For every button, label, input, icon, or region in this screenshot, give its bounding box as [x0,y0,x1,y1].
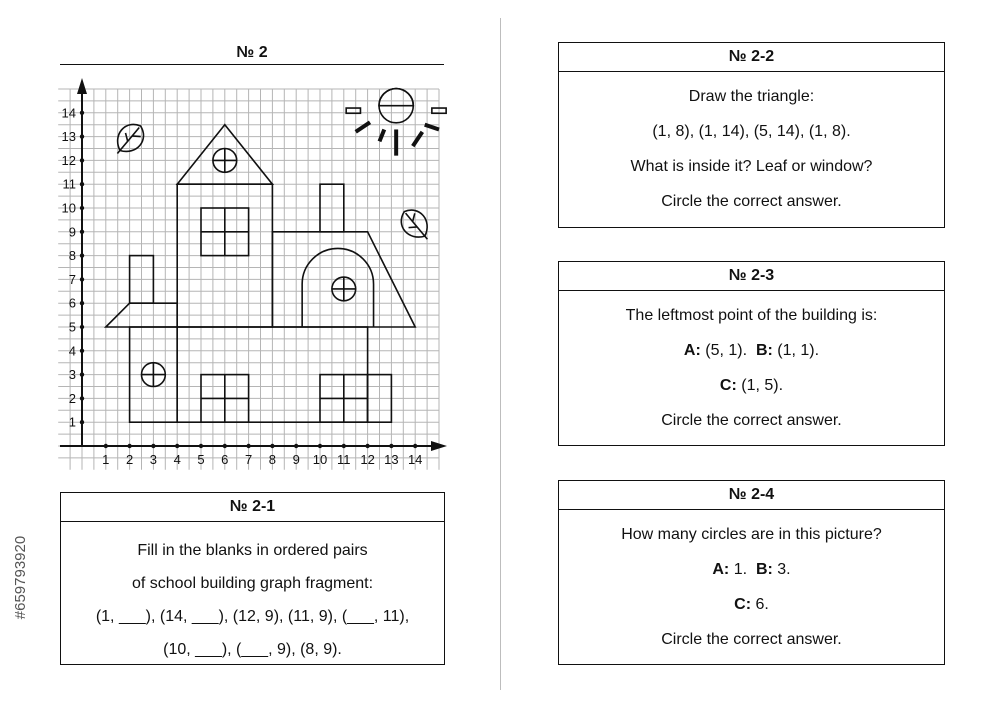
stock-id-watermark [12,466,32,691]
x-tick-label: 2 [125,452,134,467]
sun-ray [413,132,423,146]
option-a-value: (5, 1). [705,342,748,359]
task-2-1-body [61,522,444,666]
x-tick-dot [294,444,298,448]
y-tick-dot [80,420,84,424]
x-tick-label: 10 [312,452,328,467]
task-2-1-box [60,492,445,665]
x-tick-label: 9 [292,452,300,467]
x-tick-label: 12 [360,452,375,467]
x-tick-dot [199,444,203,448]
task-2-3-instruction: Circle the correct answer. [661,412,842,429]
y-tick-dot [80,230,84,234]
task-2-3-box [558,261,945,446]
option-c-label: C: [719,377,737,394]
x-tick-label: 8 [268,452,277,467]
title-underline [60,64,444,65]
y-tick-label: 7 [68,271,76,287]
task-2-4-body [559,510,944,657]
x-tick-label: 13 [384,452,399,467]
task-2-4-title: № 2-4 [559,481,944,510]
x-tick-dot [270,444,274,448]
task-2-4-option-c [559,587,944,622]
y-tick-dot [80,111,84,115]
y-tick-dot [80,253,84,257]
task-2-2-line-1: Draw the triangle: [688,88,815,105]
y-tick-label: 5 [68,319,76,335]
y-tick-label: 10 [61,200,76,216]
x-tick-label: 5 [197,452,205,467]
task-2-1-line-1: Fill in the blanks in ordered pairs [137,542,368,559]
sun-ray [346,108,360,113]
option-c-value: (1, 5). [741,377,784,394]
x-tick-label: 7 [244,452,253,467]
x-tick-label: 14 [407,452,423,467]
y-tick-label: 4 [68,343,76,359]
task-2-1-line-4: (10, ___), (___, 9), (8, 9). [163,641,342,658]
sun-icon [379,89,413,106]
x-tick-dot [127,444,131,448]
option-c-label: C: [734,596,752,613]
y-tick-label: 3 [68,367,76,383]
y-tick-dot [80,301,84,305]
y-tick-label: 2 [68,390,76,406]
task-2-1-title: № 2-1 [61,493,444,522]
y-tick-label: 6 [68,295,76,311]
y-tick-dot [80,396,84,400]
x-tick-label: 4 [173,452,181,467]
option-b-label: B: [755,561,773,578]
x-tick-dot [365,444,369,448]
y-tick-dot [80,134,84,138]
y-tick-dot [80,277,84,281]
leaf-icon [395,204,437,247]
y-tick-dot [80,349,84,353]
task-2-3-body [559,291,944,438]
x-tick-label: 6 [221,452,229,467]
x-tick-dot [342,444,346,448]
task-2-1-line-3: (1, ___), (14, ___), (12, 9), (11, 9), (___, 11), [95,608,410,625]
y-tick-label: 12 [61,152,76,168]
task-2-3-question: The leftmost point of the building is: [625,307,878,324]
option-a-label: A: [683,342,701,359]
stock-id-text: #659793920 [12,535,29,620]
task-2-2-line-2: (1, 8), (1, 14), (5, 14), (1, 8). [652,123,851,140]
x-tick-dot [389,444,393,448]
option-b-value: 3. [777,561,791,578]
task-2-4-options-ab [559,552,944,587]
option-a-label: A: [712,561,730,578]
sun-ray [380,129,385,141]
x-tick-dot [318,444,322,448]
task-2-2-box [558,42,945,228]
page-divider [500,18,501,690]
task-2-3-option-c [559,368,944,403]
y-tick-label: 13 [61,129,76,145]
y-tick-dot [80,325,84,329]
task-2-2-line-4: Circle the correct answer. [661,193,842,210]
task-2-3-options-ab [559,333,944,368]
y-tick-label: 8 [68,248,76,264]
x-tick-dot [151,444,155,448]
y-tick-dot [80,182,84,186]
option-a-value: 1. [733,561,748,578]
x-tick-label: 1 [102,452,110,467]
y-tick-label: 11 [62,176,76,192]
y-tick-label: 9 [68,224,76,240]
task-2-2-body [559,72,944,219]
option-b-label: B: [755,342,773,359]
task-2-1-line-2: of school building graph fragment: [131,575,374,592]
x-tick-dot [175,444,179,448]
task-2-2-title: № 2-2 [559,43,944,72]
y-tick-label: 1 [68,414,76,430]
task-2-4-box [558,480,945,665]
y-tick-dot [80,206,84,210]
x-tick-dot [104,444,108,448]
x-tick-dot [246,444,250,448]
x-tick-dot [223,444,227,448]
graph-title: № 2 [236,44,268,61]
option-b-value: (1, 1). [777,342,820,359]
task-2-4-question: How many circles are in this picture? [621,526,882,543]
y-axis-arrow [77,78,87,94]
coordinate-grid-drawing [50,74,450,474]
x-tick-dot [413,444,417,448]
y-tick-label: 14 [61,105,76,121]
task-2-2-line-3: What is inside it? Leaf or window? [630,158,873,175]
option-c-value: 6. [755,596,769,613]
y-tick-dot [80,372,84,376]
task-2-3-title: № 2-3 [559,262,944,291]
x-tick-label: 11 [337,452,351,467]
y-tick-dot [80,158,84,162]
x-tick-label: 3 [149,452,158,467]
task-2-4-instruction: Circle the correct answer. [661,631,842,648]
